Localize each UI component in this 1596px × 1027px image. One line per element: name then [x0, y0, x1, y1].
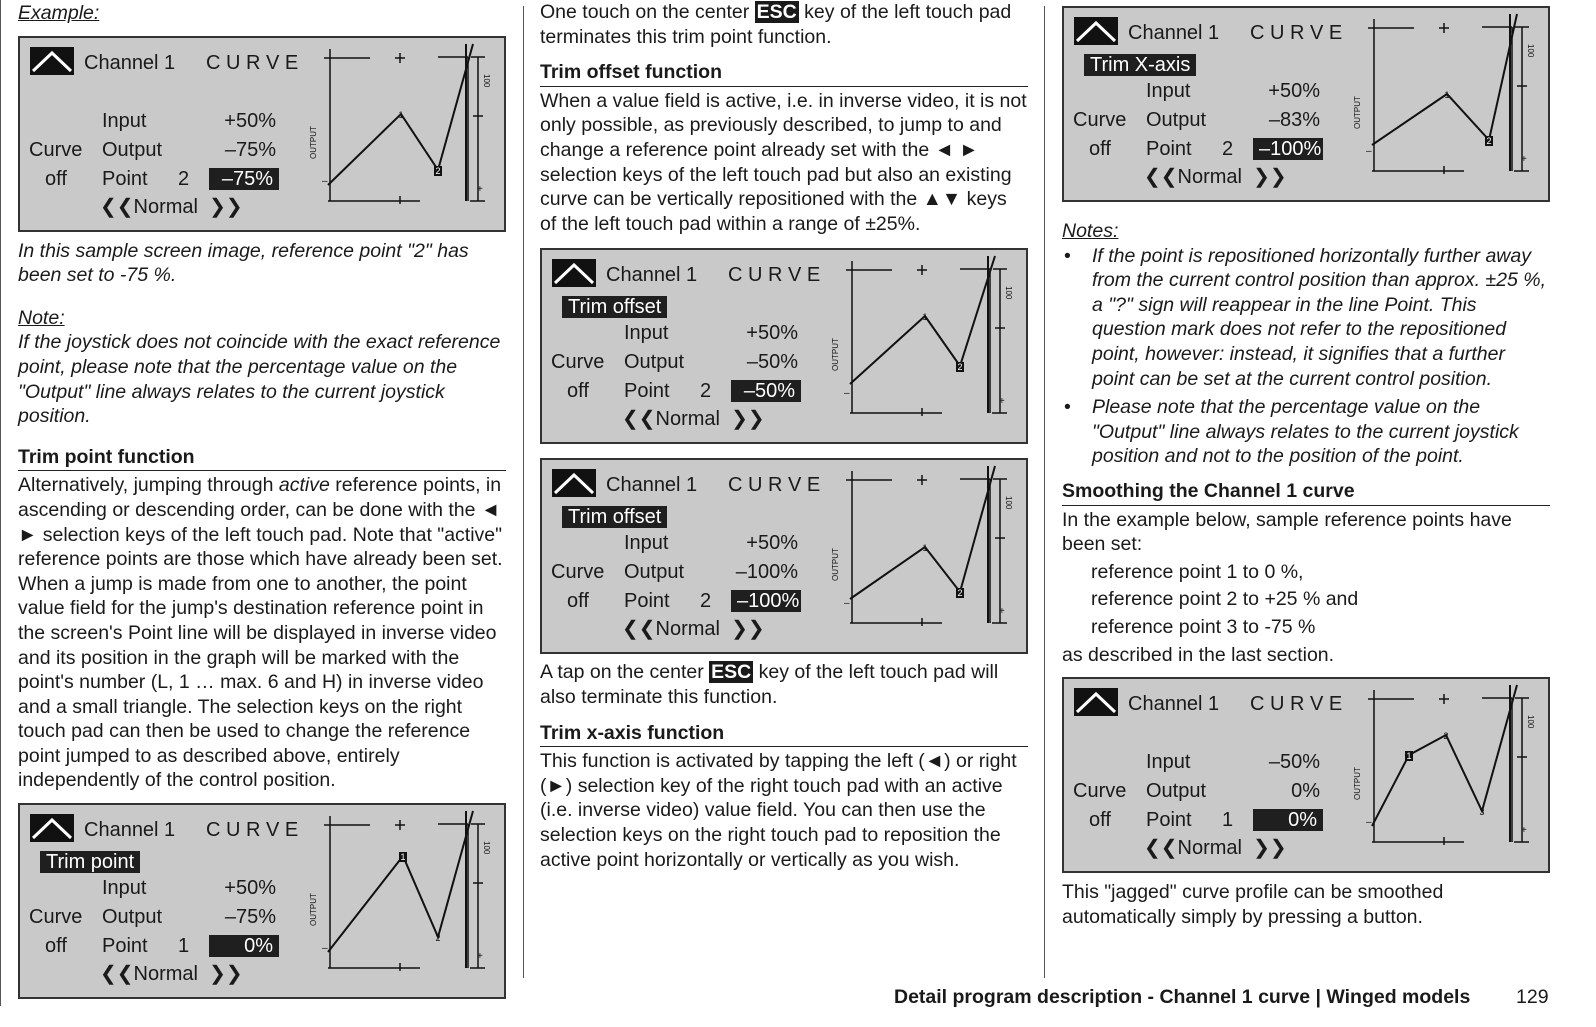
curve-label: Curve: [551, 561, 605, 584]
lcd-screen: [18, 36, 506, 232]
example-label: Example:: [18, 2, 100, 24]
curve-label: Curve: [29, 906, 83, 929]
output-label: Output: [102, 138, 163, 161]
lcd-screen: [540, 248, 1028, 444]
curve-logo-icon: [552, 469, 596, 497]
point-label: Point: [102, 935, 148, 958]
point-label: 2: [435, 933, 441, 944]
minus-label: –: [322, 943, 328, 955]
curve-graph: [309, 44, 491, 204]
ref-point-line: reference point 1 to 0 %,: [1091, 560, 1304, 583]
paragraph: When a value field is active, i.e. in inverse video, it is not only possible, as previously described, to jump to and change a reference point already set with the ◄ ► selection keys of the left touch pad but also an existing curve can be vertically repositioned with the ▲▼ keys of the left touch pad within a range of ±25%.: [540, 89, 1027, 235]
curve-line: [1372, 14, 1517, 145]
paragraph: This "jagged" curve profile can be smoothed automatically simply by pressing a button.: [1062, 881, 1444, 928]
output-label: Output: [102, 906, 163, 929]
normal-mode[interactable]: ❮❮Normal ❯❯: [100, 963, 243, 986]
note-text: If the joystick does not coincide with the exact reference point, please note that the percentage value on the "Output" line always relates to the current joystick position.: [18, 331, 501, 428]
point-label: 1: [922, 543, 928, 554]
point-number: 1: [1222, 809, 1234, 832]
point-label: 2: [435, 165, 441, 176]
normal-mode[interactable]: ❮❮Normal ❯❯: [622, 618, 765, 641]
point-number: 2: [700, 590, 712, 613]
off-label: off: [567, 380, 589, 403]
output-label: Output: [624, 351, 685, 374]
axis-label: OUTPUT: [831, 338, 840, 372]
curve-label: Curve: [551, 351, 605, 374]
esc-key: ESC: [711, 661, 752, 684]
input-value: +50%: [746, 322, 798, 345]
point-label: Point: [1146, 809, 1192, 832]
point-label: Point: [102, 167, 148, 190]
plus-label: +: [477, 183, 483, 195]
minus-label: –: [844, 598, 850, 610]
paragraph: One touch on the center ESC key of the left touch pad terminates this trim point function.: [540, 1, 1012, 48]
chevron-left-icon: ❮❮: [622, 618, 656, 641]
note-label: Note:: [18, 306, 65, 329]
point-value: –100%: [1253, 138, 1323, 160]
section-heading: Trim point function: [18, 445, 506, 472]
point-label: Point: [624, 380, 670, 403]
notes-list: [1062, 244, 1550, 469]
output-value: –75%: [224, 138, 276, 161]
point-value: –100%: [731, 590, 801, 612]
point-label: 2: [1443, 731, 1449, 742]
off-label: off: [567, 590, 589, 613]
plus-label: +: [1521, 825, 1527, 837]
point-number: 1: [178, 935, 190, 958]
section-heading: Trim offset function: [540, 60, 1028, 87]
curve-title: C U R V E: [206, 51, 299, 74]
curve-label: Curve: [1073, 780, 1127, 803]
input-label: Input: [102, 109, 147, 132]
point-label: 2: [957, 362, 963, 373]
input-value: –50%: [1268, 751, 1320, 774]
axis-label: OUTPUT: [1353, 96, 1362, 129]
minus-label: –: [844, 388, 850, 400]
input-value: +50%: [224, 109, 276, 132]
curve-logo-icon: [1074, 17, 1118, 45]
footer-title: Detail program description - Channel 1 curve | Winged models: [894, 986, 1471, 1008]
output-label: Output: [624, 561, 685, 584]
lcd-screen: [1062, 677, 1550, 873]
point-number: 2: [700, 380, 712, 403]
normal-mode[interactable]: ❮❮Normal ❯❯: [1144, 166, 1287, 188]
page-left-edge: [0, 0, 1, 1006]
curve-title: C U R V E: [1250, 22, 1343, 44]
curve-label: Curve: [29, 138, 83, 161]
channel-label: Channel 1: [1128, 22, 1220, 44]
output-value: –50%: [746, 351, 798, 374]
input-label: Input: [1146, 751, 1191, 774]
chevron-left-icon: ❮❮: [100, 195, 134, 218]
chevron-left-icon: ❮❮: [622, 408, 656, 431]
off-label: off: [45, 167, 67, 190]
curve-graph: [309, 811, 491, 971]
point-label: 1: [1406, 751, 1412, 762]
output-value: –83%: [1268, 109, 1320, 131]
input-value: +50%: [1268, 80, 1320, 102]
point-label: Point: [624, 590, 670, 613]
output-label: Output: [1146, 780, 1207, 803]
curve-title: C U R V E: [728, 264, 821, 287]
curve-logo-icon: [552, 259, 596, 287]
chevron-right-icon: ❯❯: [731, 408, 765, 431]
note-item: • Please note that the percentage value on the "Output" line always relates to the current joystick position and not to the position of the point.: [1062, 395, 1550, 469]
plus-label: +: [1521, 154, 1527, 165]
paragraph: Alternatively, jumping through active reference points, in ascending or descending order, can be done with the ◄ ► selection keys of the left touch pad. Note that "active" reference points are those which have already been set. When a jump is made from one to another, the point value field for the jump's destination reference point in the screen's Point line will be displayed in inverse video and its position in the graph will be marked with the point's number (L, 1 … max. 6 and H) in inverse video and a small triangle. The selection keys on the right touch pad can then be used to change the reference point jumped to as described above, entirely independently of the control position.: [18, 474, 503, 792]
minus-label: –: [1366, 817, 1372, 829]
normal-mode[interactable]: ❮❮Normal ❯❯: [1144, 837, 1287, 860]
channel-label: Channel 1: [606, 264, 698, 287]
input-label: Input: [1146, 80, 1191, 102]
input-label: Input: [624, 322, 669, 345]
column-divider: [1044, 6, 1045, 978]
chevron-left-icon: ❮❮: [100, 963, 134, 986]
point-value: 0%: [209, 935, 279, 957]
section-heading: Smoothing the Channel 1 curve: [1062, 479, 1550, 506]
chevron-right-icon: ❯❯: [1253, 166, 1287, 188]
output-value: –75%: [224, 906, 276, 929]
point-label: 2: [1486, 136, 1492, 146]
channel-label: Channel 1: [84, 819, 176, 842]
input-value: +50%: [746, 532, 798, 555]
chevron-right-icon: ❯❯: [209, 195, 243, 218]
off-label: off: [1089, 809, 1111, 832]
lcd-screen: [18, 803, 506, 999]
channel-label: Channel 1: [84, 51, 176, 74]
esc-key: ESC: [756, 1, 797, 23]
off-label: off: [1089, 138, 1111, 160]
note-item: • If the point is repositioned horizontally further away from the current control position than approx. ±25 %, a "?" sign will reappear in the line Point. This question mark does not refer to the repositioned point, however: instead, it signifies that a further point can be set at the current control position.: [1062, 244, 1550, 392]
point-label: 1: [398, 109, 404, 120]
plus-label: +: [477, 951, 483, 963]
column-2: [540, 0, 1028, 872]
axis-label: OUTPUT: [309, 893, 318, 927]
minus-label: –: [322, 175, 328, 187]
point-number: 2: [1222, 138, 1234, 160]
notes-label: Notes:: [1062, 220, 1119, 242]
paragraph: as described in the last section.: [1062, 643, 1335, 666]
axis-label: OUTPUT: [309, 125, 318, 159]
lcd-screen: [1062, 6, 1550, 202]
curve-graph: [1353, 14, 1535, 174]
mode-label: Trim offset: [562, 296, 667, 318]
input-value: +50%: [224, 877, 276, 900]
axis-label: OUTPUT: [831, 548, 840, 582]
point-label: 1: [1444, 90, 1450, 100]
curve-title: C U R V E: [728, 474, 821, 497]
off-label: off: [45, 935, 67, 958]
curve-logo-icon: [1074, 688, 1118, 716]
caption: In this sample screen image, reference point "2" has been set to -75 %.: [18, 239, 469, 287]
curve-title: C U R V E: [1250, 693, 1343, 716]
minus-label: –: [1366, 146, 1372, 157]
lcd-screen: [540, 458, 1028, 654]
curve-graph: [831, 466, 1013, 626]
ref-point-line: reference point 3 to -75 %: [1091, 615, 1316, 638]
curve-logo-icon: [30, 47, 74, 75]
curve-line: [328, 811, 473, 952]
axis-100-label: 100: [1526, 715, 1535, 729]
axis-100-label: 100: [482, 841, 491, 855]
column-divider: [523, 6, 524, 978]
column-3: [1062, 0, 1550, 929]
curve-logo-icon: [30, 814, 74, 842]
curve-graph: [1353, 685, 1535, 845]
mode-label: Trim point: [40, 851, 140, 873]
output-value: –100%: [735, 561, 798, 584]
curve-title: C U R V E: [206, 819, 299, 842]
chevron-left-icon: ❮❮: [1144, 166, 1178, 188]
point-label: Point: [1146, 138, 1192, 160]
point-value: –50%: [731, 380, 801, 402]
plus-label: +: [999, 606, 1005, 618]
normal-mode[interactable]: ❮❮Normal ❯❯: [100, 195, 243, 218]
paragraph: This function is activated by tapping the left (◄) or right (►) selection key of the right touch pad with an active (i.e. inverse video) value field. You can then use the selection keys on the right touch pad to reposition the active point horizontally or vertically as you wish.: [540, 750, 1017, 871]
axis-100-label: 100: [1004, 496, 1013, 510]
input-label: Input: [624, 532, 669, 555]
chevron-right-icon: ❯❯: [209, 963, 243, 986]
output-value: 0%: [1291, 780, 1320, 803]
ref-point-line: reference point 2 to +25 % and: [1091, 588, 1359, 611]
chevron-right-icon: ❯❯: [1253, 837, 1287, 860]
mode-label: Trim X-axis: [1084, 54, 1196, 76]
axis-100-label: 100: [482, 73, 491, 87]
paragraph: A tap on the center ESC key of the left touch pad will also terminate this function.: [540, 661, 999, 708]
normal-mode[interactable]: ❮❮Normal ❯❯: [622, 408, 765, 431]
curve-line: [850, 466, 995, 599]
column-1: [18, 0, 506, 999]
point-label: 2: [957, 588, 963, 599]
point-number: 2: [178, 167, 190, 190]
output-label: Output: [1146, 109, 1207, 131]
point-value: 0%: [1253, 809, 1323, 831]
mode-label: Trim offset: [562, 506, 667, 528]
plus-label: +: [999, 396, 1005, 408]
channel-label: Channel 1: [1128, 693, 1220, 716]
point-value: –75%: [209, 168, 279, 190]
channel-label: Channel 1: [606, 474, 698, 497]
axis-100-label: 100: [1526, 44, 1535, 58]
axis-100-label: 100: [1004, 286, 1013, 300]
point-label: 1: [400, 852, 406, 863]
curve-label: Curve: [1073, 109, 1127, 131]
page-number: 129: [1516, 986, 1549, 1008]
curve-line: [1372, 685, 1517, 826]
point-label: 1: [922, 312, 928, 323]
chevron-left-icon: ❮❮: [1144, 837, 1178, 860]
section-heading: Trim x-axis function: [540, 721, 1028, 748]
curve-graph: [831, 256, 1013, 416]
input-label: Input: [102, 877, 147, 900]
axis-label: OUTPUT: [1353, 767, 1362, 801]
chevron-right-icon: ❯❯: [731, 618, 765, 641]
paragraph: In the example below, sample reference points have been set:: [1062, 508, 1512, 556]
point-label: 3: [1479, 807, 1485, 818]
